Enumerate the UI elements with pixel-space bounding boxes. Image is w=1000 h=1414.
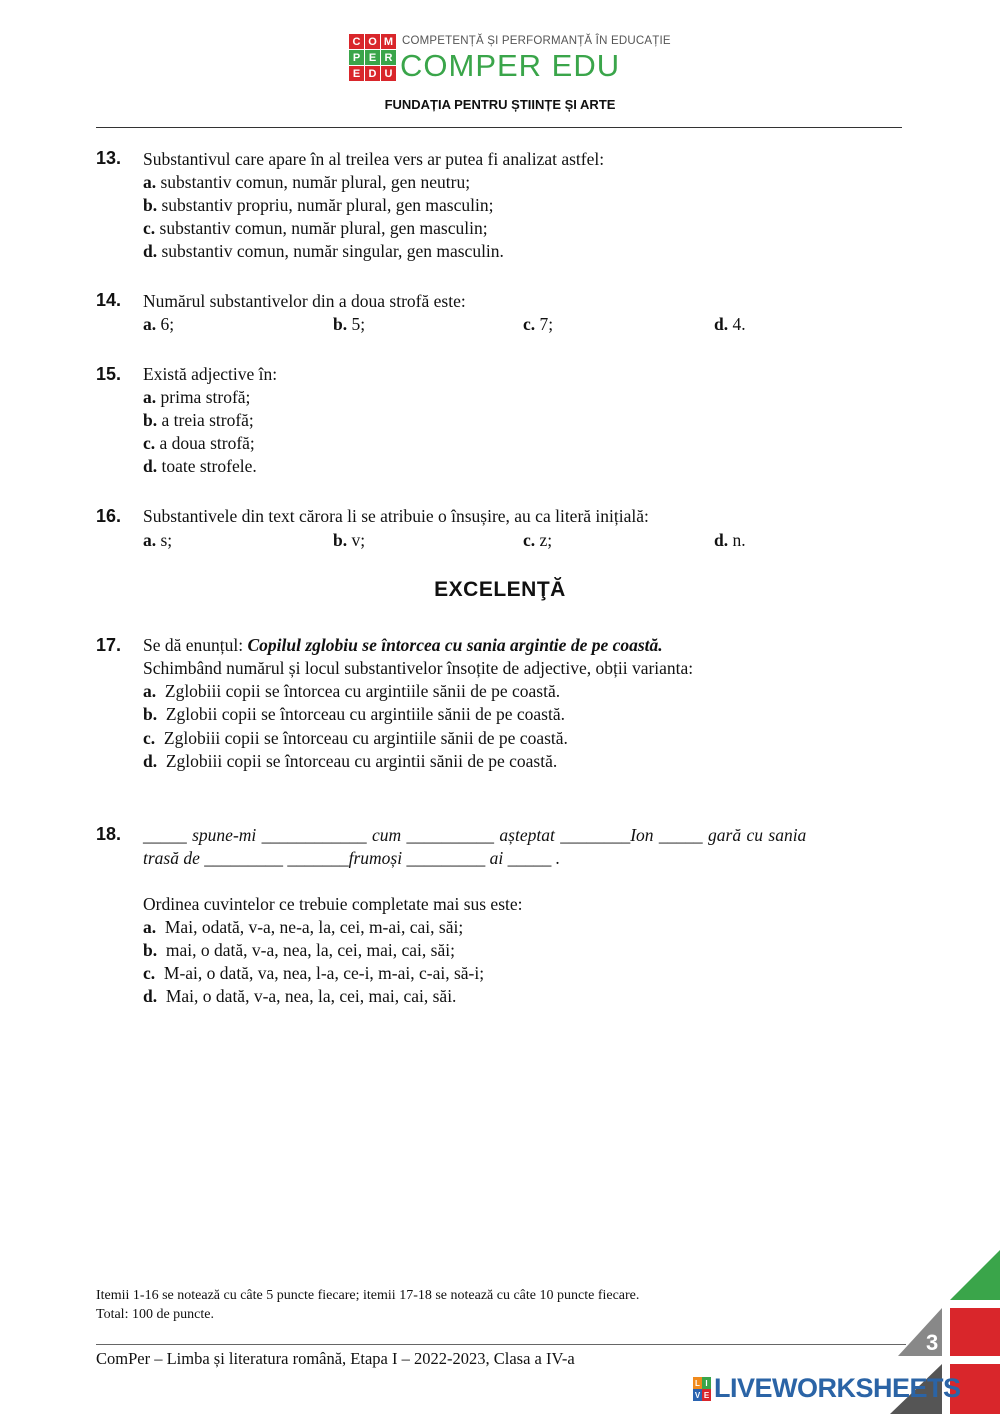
header-foundation: FUNDAȚIA PENTRU ȘTIINȚE ȘI ARTE (384, 97, 616, 112)
question-17-stem: Se dă enunțul: Copilul zglobiu se întorcea cu sania argintie de pe coastă. (143, 635, 663, 655)
q17-option-a[interactable]: a. Zglobiii copii se întorcea cu argintiile sănii de pe coastă. (143, 681, 561, 701)
logo-cell: U (381, 66, 396, 81)
q16-option-c[interactable]: c. z; (523, 530, 553, 550)
total-points-note: Total: 100 de puncte. (96, 1307, 214, 1322)
logo-cell: R (381, 50, 396, 65)
liveworksheets-logo-icon (693, 1377, 711, 1401)
question-number-16: 16. (96, 506, 122, 526)
q17-option-d[interactable]: d. Zglobiii copii se întorceau cu argintii sănii de pe coastă. (143, 751, 558, 771)
q16-option-d[interactable]: d. n. (714, 530, 746, 550)
q16-option-a[interactable]: a. s; (143, 530, 173, 550)
logo-cell: I (702, 1377, 711, 1389)
q15-option-d[interactable]: d. toate strofele. (143, 456, 257, 476)
logo-cell: L (693, 1377, 702, 1389)
header-tagline: COMPETENȚĂ ȘI PERFORMANȚĂ ÎN EDUCAȚIE (402, 35, 671, 47)
q13-option-b[interactable]: b. substantiv propriu, număr plural, gen masculin; (143, 195, 494, 215)
q14-option-d[interactable]: d. 4. (714, 314, 746, 334)
logo-cell: E (703, 1390, 710, 1400)
scoring-note: Itemii 1-16 se notează cu câte 5 puncte fiecare; itemii 17-18 se notează cu câte 10 puncte fiecare. (96, 1288, 640, 1303)
question-15-stem: Există adjective în: (143, 364, 278, 384)
header-brand: COMPER EDU (400, 48, 621, 83)
logo-cell: E (349, 66, 364, 81)
q16-option-b[interactable]: b. v; (333, 530, 366, 550)
q18-option-a[interactable]: a. Mai, odată, v-a, ne-a, la, cei, m-ai, cai, săi; (143, 917, 464, 937)
question-number-18: 18. (96, 824, 122, 844)
page-number: 3 (926, 1330, 939, 1355)
q13-option-d[interactable]: d. substantiv comun, număr singular, gen masculin. (143, 241, 504, 261)
q15-option-b[interactable]: b. a treia strofă; (143, 410, 254, 430)
q15-option-a[interactable]: a. prima strofă; (143, 387, 251, 407)
q18-option-b[interactable]: b. mai, o dată, v-a, nea, la, cei, mai, cai, săi; (143, 940, 455, 960)
q13-option-a[interactable]: a. substantiv comun, număr plural, gen neutru; (143, 172, 471, 192)
footer-title: ComPer – Limba și literatura română, Etapa I – 2022-2023, Clasa a IV-a (96, 1349, 575, 1368)
question-number-13: 13. (96, 148, 122, 168)
q18-option-d[interactable]: d. Mai, o dată, v-a, nea, la, cei, mai, cai, săi. (143, 986, 457, 1006)
comper-logo (349, 34, 395, 82)
question-18-fill-line-1[interactable]: _____ spune-mi ____________ cum __________ așteptat ________Ion _____ gară cu sania (143, 825, 807, 845)
q14-option-a[interactable]: a. 6; (143, 314, 175, 334)
question-number-15: 15. (96, 364, 122, 384)
question-18-fill-line-2[interactable]: trasă de _________ _______frumoși _________ ai _____ . (143, 848, 561, 868)
corner-triangle-green (950, 1250, 1000, 1300)
question-14-stem: Numărul substantivelor din a doua strofă este: (143, 291, 466, 311)
q17-option-b[interactable]: b. Zglobii copii se întorceau cu argintiile sănii de pe coastă. (143, 704, 565, 724)
logo-cell: O (365, 34, 380, 49)
logo-cell: D (365, 66, 380, 81)
q15-option-c[interactable]: c. a doua strofă; (143, 433, 255, 453)
q13-option-c[interactable]: c. substantiv comun, număr plural, gen masculin; (143, 218, 488, 238)
question-number-14: 14. (96, 290, 122, 310)
q14-option-c[interactable]: c. 7; (523, 314, 554, 334)
question-17-sentence: Copilul zglobiu se întorcea cu sania argintie de pe coastă. (247, 635, 663, 655)
q17-option-c[interactable]: c. Zglobiii copii se întorceau cu argintiile sănii de pe coastă. (143, 728, 568, 748)
q18-option-c[interactable]: c. M-ai, o dată, va, nea, l-a, ce-i, m-ai, c-ai, să-i; (143, 963, 485, 983)
logo-cell: C (349, 34, 364, 49)
footer-divider (96, 1344, 906, 1345)
question-13-stem: Substantivul care apare în al treilea vers ar putea fi analizat astfel: (143, 149, 605, 169)
question-17-instruction: Schimbând numărul și locul substantivelor însoțite de adjective, obții varianta: (143, 658, 694, 678)
logo-cell: V (694, 1390, 701, 1400)
logo-cell: M (381, 34, 396, 49)
corner-square-red (950, 1308, 1000, 1356)
header-divider (96, 127, 902, 128)
logo-cell: E (365, 50, 380, 65)
section-title-excelenta: EXCELENŢĂ (434, 578, 566, 601)
q14-option-b[interactable]: b. 5; (333, 314, 366, 334)
question-number-17: 17. (96, 635, 122, 655)
logo-cell: P (349, 50, 364, 65)
question-18-instruction: Ordinea cuvintelor ce trebuie completate mai sus este: (143, 894, 523, 914)
liveworksheets-watermark[interactable]: LIVEWORKSHEETS (714, 1373, 961, 1403)
question-16-stem: Substantivele din text cărora li se atribuie o însușire, au ca literă inițială: (143, 506, 649, 526)
